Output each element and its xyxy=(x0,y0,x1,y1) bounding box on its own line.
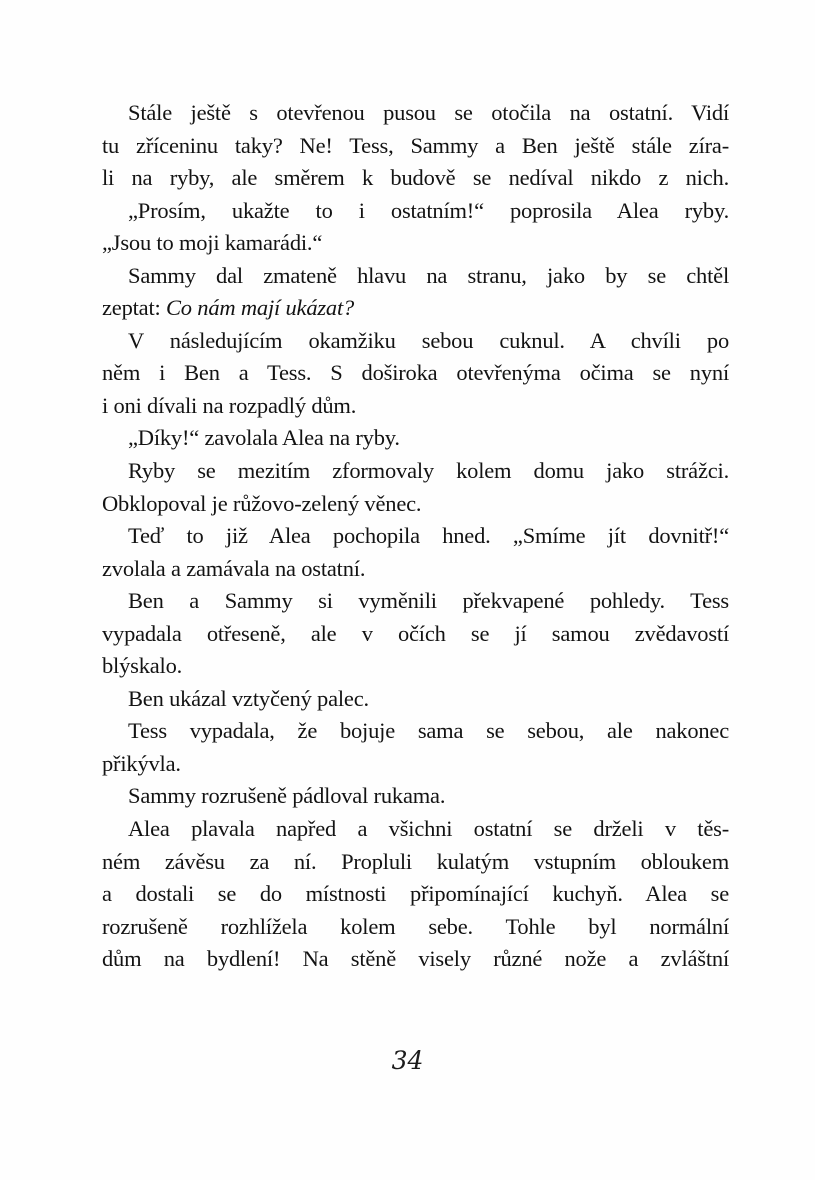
text-line: „Prosím, ukažte to i ostatním!“ poprosila Alea ryby. xyxy=(128,197,729,223)
text-line: i oni dívali na rozpadlý dům. xyxy=(102,392,357,418)
italic-text-segment: Co nám mají ukázat? xyxy=(166,295,355,321)
text-line: Stále ještě s otevřenou pusou se otočila na ostatní. Vidí xyxy=(128,100,729,125)
text-line: „Díky!“ zavolala Alea na ryby. xyxy=(128,425,400,451)
text-line: přikývla. xyxy=(102,750,181,776)
body-text xyxy=(102,97,729,976)
text-line: Teď to již Alea pochopila hned. „Smíme jít dovnitř!“ xyxy=(128,523,729,549)
text-line: vypadala otřeseně, ale v očích se jí samou zvědavostí xyxy=(102,620,729,646)
text-line: něm i Ben a Tess. S doširoka otevřenýma očima se nyní xyxy=(102,360,729,386)
text-line: Obklopoval je růžovo-zelený věnec. xyxy=(102,490,422,516)
text-line: Ben a Sammy si vyměnili překvapené pohledy. Tess xyxy=(128,588,729,614)
text-line: rozrušeně rozhlížela kolem sebe. Tohle byl normální xyxy=(102,913,729,939)
text-line: ném závěsu za ní. Propluli kulatým vstupním obloukem xyxy=(102,848,729,874)
text-line: dům na bydlení! Na stěně visely různé nože a zvláštní xyxy=(102,946,729,972)
text-line: tu zříceninu taky? Ne! Tess, Sammy a Ben ještě stále zíra- xyxy=(102,132,729,158)
text-line: li na ryby, ale směrem k budově se nedíval nikdo z nich. xyxy=(102,165,729,191)
text-line: Ryby se mezitím zformovaly kolem domu jako strážci. xyxy=(128,458,729,484)
text-line: blýskalo. xyxy=(102,653,183,679)
text-line xyxy=(102,292,729,325)
text-line: „Jsou to moji kamarádi.“ xyxy=(102,230,323,256)
text-line: Alea plavala napřed a všichni ostatní se drželi v těs- xyxy=(128,816,729,842)
text-segment: zeptat: xyxy=(102,295,166,321)
text-line: Sammy rozrušeně pádloval rukama. xyxy=(128,783,446,809)
text-line: zvolala a zamávala na ostatní. xyxy=(102,555,366,581)
text-line: Tess vypadala, že bojuje sama se sebou, ale nakonec xyxy=(128,718,729,744)
page-number: 34 xyxy=(391,1046,424,1075)
text-line: V následujícím okamžiku sebou cuknul. A chvíli po xyxy=(128,327,729,353)
text-line: Ben ukázal vztyčený palec. xyxy=(128,685,369,711)
text-line: Sammy dal zmateně hlavu na stranu, jako by se chtěl xyxy=(128,262,729,288)
text-line: a dostali se do místnosti připomínající kuchyň. Alea se xyxy=(102,881,729,907)
